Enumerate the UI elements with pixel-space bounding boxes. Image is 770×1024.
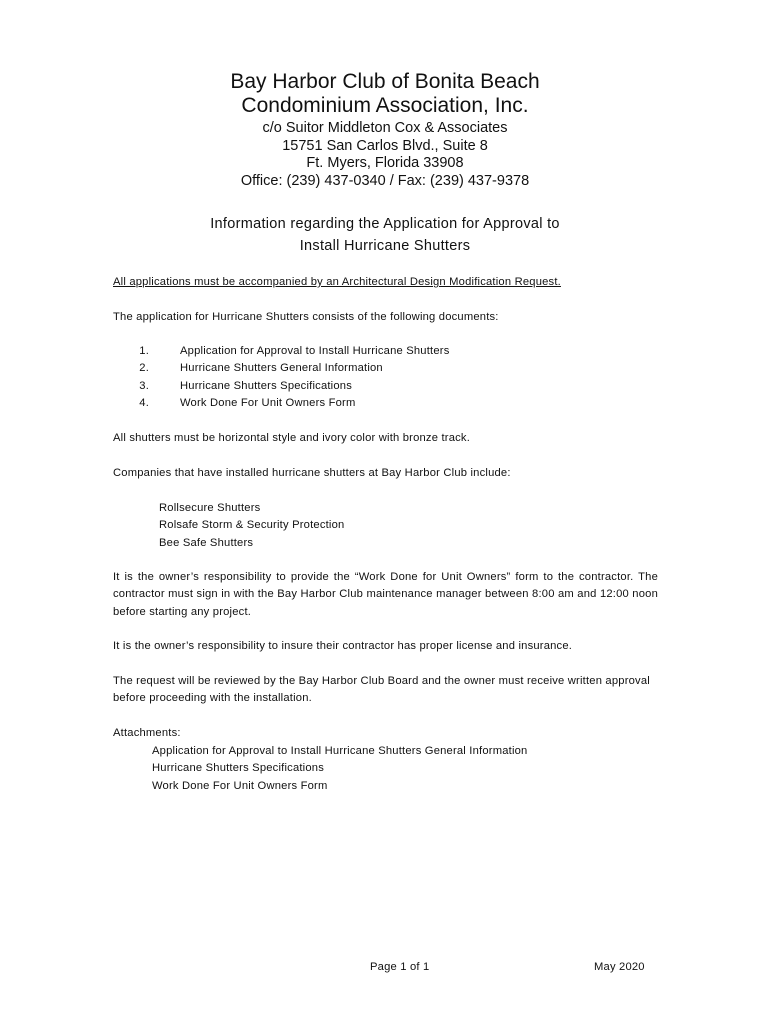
- subtitle-line-2: Install Hurricane Shutters: [299, 238, 471, 254]
- owner-responsibility-paragraph: It is the owner’s responsibility to provide the “Work Done for Unit Owners” form to the contractor. The contractor must sign in with the Bay Harbor Club maintenance manager between 8:00 am and 12:00 noon before starting any project.: [113, 571, 658, 618]
- list-text: Application for Approval to Install Hurricane Shutters: [180, 345, 450, 357]
- document-date: May 2020: [594, 961, 645, 973]
- insurance-paragraph: It is the owner’s responsibility to insure their contractor has proper license and insurance.: [113, 640, 573, 652]
- page-number: Page 1 of 1: [370, 961, 430, 973]
- list-number: 2.: [139, 362, 149, 375]
- contact-phone-fax: Office: (239) 437-0340 / Fax: (239) 437-9378: [240, 172, 530, 189]
- review-paragraph: The request will be reviewed by the Bay Harbor Club Board and the owner must receive written approval before proceeding with the installation.: [113, 675, 650, 705]
- attachment-item: Work Done For Unit Owners Form: [152, 779, 328, 792]
- title-line-1: Bay Harbor Club of Bonita Beach: [230, 70, 540, 93]
- company-item: Rolsafe Storm & Security Protection: [159, 519, 345, 532]
- list-text: Hurricane Shutters Specifications: [180, 379, 353, 392]
- title-line-2: Condominium Association, Inc.: [241, 94, 529, 117]
- company-item: Bee Safe Shutters: [159, 536, 254, 549]
- requirement-note: All applications must be accompanied by an Architectural Design Modification Request.: [113, 276, 561, 288]
- list-item: [113, 343, 658, 360]
- subtitle-line-1: Information regarding the Application for Approval to: [210, 216, 560, 232]
- list-item: [113, 395, 658, 412]
- list-text: Hurricane Shutters General Information: [180, 362, 383, 375]
- document-subtitle: [0, 213, 770, 257]
- address-line-3: Ft. Myers, Florida 33908: [306, 155, 464, 171]
- companies-intro: Companies that have installed hurricane shutters at Bay Harbor Club include:: [113, 467, 511, 479]
- list-item: [113, 360, 658, 377]
- documents-list: [113, 343, 658, 412]
- association-title: [0, 70, 770, 118]
- address-line-2: 15751 San Carlos Blvd., Suite 8: [282, 137, 488, 154]
- attachments-heading: Attachments:: [113, 727, 181, 739]
- list-number: 3.: [139, 379, 149, 392]
- list-number: 1.: [139, 345, 149, 357]
- list-text: Work Done For Unit Owners Form: [180, 396, 356, 409]
- attachment-item: Application for Approval to Install Hurricane Shutters General Information: [152, 745, 528, 757]
- companies-list: [113, 500, 704, 552]
- association-address: [0, 120, 770, 190]
- list-number: 4.: [139, 396, 149, 409]
- attachment-item: Hurricane Shutters Specifications: [152, 762, 325, 775]
- shutter-style-note: All shutters must be horizontal style and ivory color with bronze track.: [113, 432, 471, 444]
- attachments-list: [113, 743, 697, 795]
- company-item: Rollsecure Shutters: [159, 502, 261, 514]
- address-line-1: c/o Suitor Middleton Cox & Associates: [262, 120, 508, 136]
- documents-intro: The application for Hurricane Shutters consists of the following documents:: [113, 311, 499, 323]
- list-item: [113, 378, 658, 395]
